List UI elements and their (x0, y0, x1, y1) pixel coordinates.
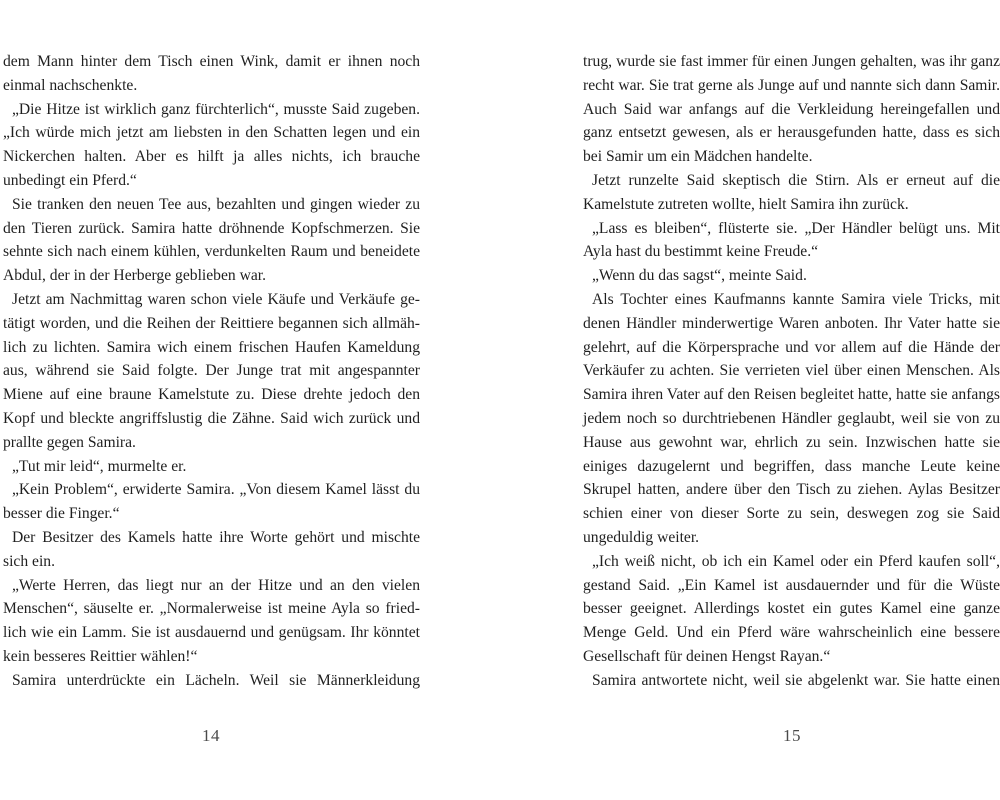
paragraph: „Wenn du das sagst“, meinte Said. (592, 267, 807, 285)
paragraph: Samira antwortete nicht, weil sie abgelenkt war. Sie hatte einen (592, 671, 1000, 689)
left-page (3, 50, 420, 693)
paragraph: „Lass es bleiben“, flüsterte sie. „Der Händler belügt uns. Mit Ayla hast du bestimmt keine Freude.“ (583, 219, 1000, 261)
paragraph: „Kein Problem“, erwiderte Samira. „Von diesem Kamel lässt du besser die Finger.“ (3, 481, 420, 523)
paragraph: Sie tranken den neuen Tee aus, bezahlten und gingen wieder zu den Tieren zurück. Samira hatte dröhnende Kopfschmerzen. Sie sehnte sich nach einem kühlen, verdunkelten Raum und beneidete Abdul, der in der Herberge geblieben war. (3, 195, 420, 285)
page-number-right: 15 (783, 726, 801, 745)
page-number-left: 14 (202, 726, 220, 745)
paragraph: Der Besitzer des Kamels hatte ihre Worte gehört und mischte sich ein. (3, 528, 420, 570)
paragraph: trug, wurde sie fast immer für einen Jungen gehalten, was ihr ganz recht war. Sie trat gerne als Junge auf und nannte sich dann Samir. Auch Said war anfangs auf die Verkleidung hereingefallen und ganz entsetzt gewesen, als er herausgefunden hatte, dass es sich bei Samir um ein Mädchen handelte. (583, 53, 1000, 166)
right-page (583, 50, 1000, 693)
paragraph: Jetzt runzelte Said skeptisch die Stirn. Als er erneut auf die Kamelstute zutreten wollte, hielt Samira ihn zurück. (583, 171, 1000, 213)
paragraph: „Ich weiß nicht, ob ich ein Kamel oder ein Pferd kaufen soll“, gestand Said. „Ein Kamel ist ausdauernder und für die Wüste besser geeignet. Allerdings kostet ein gutes Kamel eine ganze Menge Geld. Und ein Pferd wäre wahrscheinlich eine bessere Gesellschaft für deinen Hengst Rayan.“ (583, 552, 1000, 665)
paragraph: „Die Hitze ist wirklich ganz fürchterlich“, musste Said zugeben. „Ich würde mich jetzt am liebsten in den Schatten legen und ein Nickerchen halten. Aber es hilft ja alles nichts, ich brauche unbedingt ein Pferd.“ (3, 100, 420, 189)
paragraph: Samira unterdrückte ein Lächeln. Weil sie Männerkleidung (12, 671, 420, 689)
paragraph: „Werte Herren, das liegt nur an der Hitze und an den vielen Menschen“, säuselte er. „Normalerweise ist meine Ayla so friedlich wie ein Lamm. Sie ist ausdauernd und genügsam. Ihr könntet kein besseres Reittier wählen!“ (3, 576, 420, 665)
paragraph: dem Mann hinter dem Tisch einen Wink, damit er ihnen noch einmal nachschenkte. (3, 53, 420, 94)
paragraph: Als Tochter eines Kaufmanns kannte Samira viele Tricks, mit denen Händler minderwertige Waren anboten. Ihr Vater hatte sie gelehrt, auf die Körpersprache und vor allem auf die Hände der Verkäufer zu achten. Sie verrieten viel über einen Menschen. Als Samira ihren Vater auf den Reisen begleitet hatte, hatte sie anfangs jedem noch so durchtriebenen Händler geglaubt, weil sie von zu Hause aus gewohnt war, ehrlich zu sein. Inzwischen hatte sie einiges dazugelernt und begriffen, dass manche Leute keine Skrupel hatten, andere über den Tisch zu ziehen. Aylas Besitzer schien einer von dieser Sorte zu sein, deswegen zog sie Said ungeduldig weiter. (583, 290, 1000, 546)
right-page-text (583, 50, 1000, 693)
paragraph: „Tut mir leid“, murmelte er. (12, 457, 187, 475)
left-page-text (3, 50, 420, 693)
paragraph: Jetzt am Nachmittag waren schon viele Käufe und Verkäufe getätigt worden, und die Reihen der Reittiere begannen sich allmählich zu lichten. Samira wich einem frischen Haufen Kameldung aus, während sie Said folgte. Der Junge trat mit angespannter Miene auf eine braune Kamelstute zu. Diese drehte jedoch den Kopf und bleckte angriffslustig die Zähne. Said wich zurück und prallte gegen Samira. (3, 290, 420, 451)
